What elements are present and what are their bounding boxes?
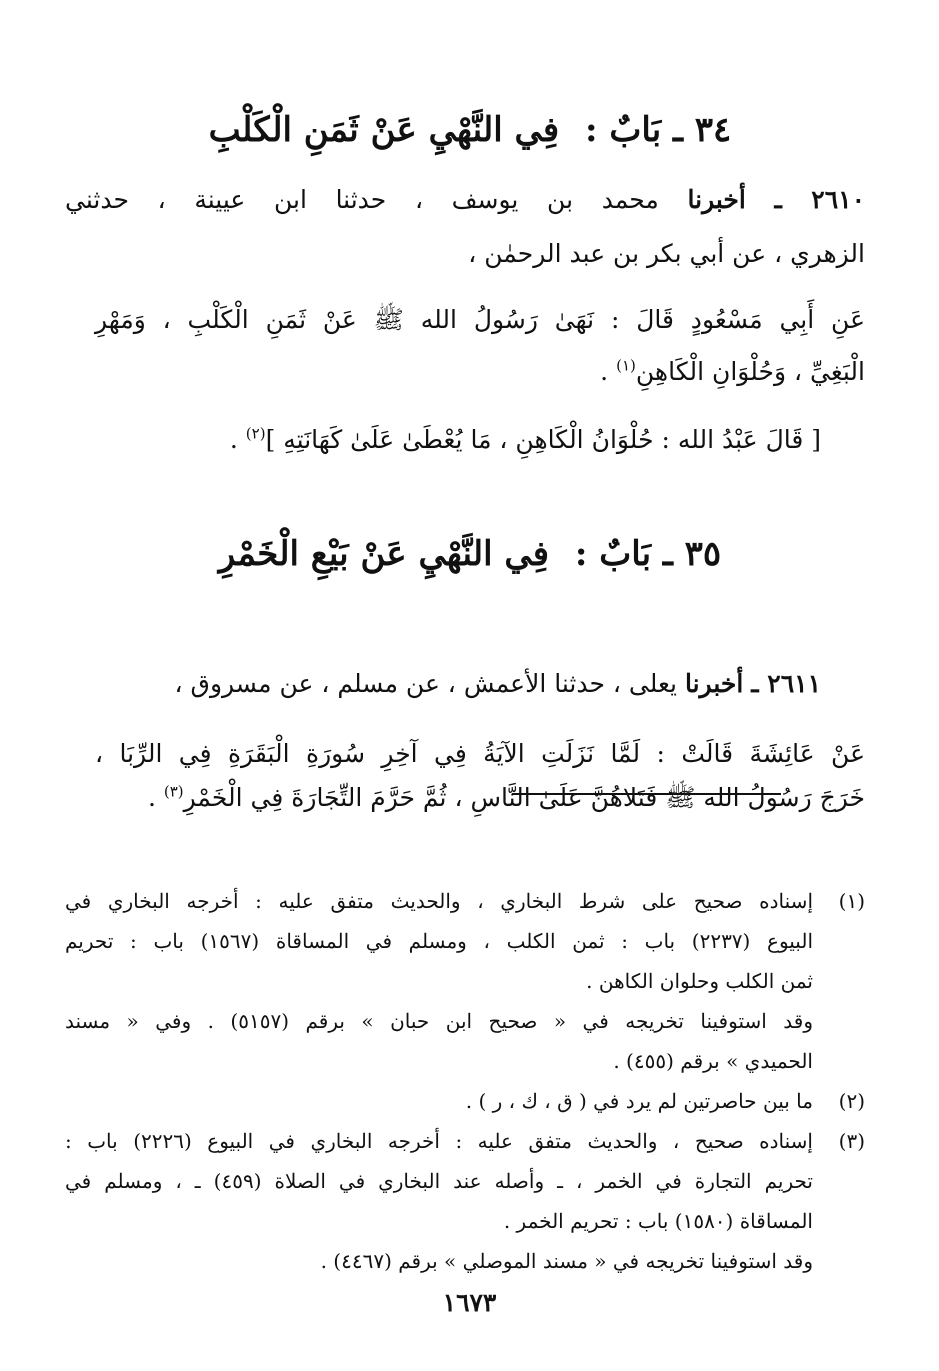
hadith-number: ٢٦١١ ـ (751, 669, 821, 698)
isnad-lead: أخبرنا (684, 669, 744, 698)
footnote-text: وقد استوفينا تخريجه في « مسند الموصلي » برقم (٤٤٦٧) . (320, 1249, 813, 1273)
isnad-lead: أخبرنا (687, 185, 746, 214)
footnote-ref[interactable]: (٢) (245, 424, 266, 443)
footnote-text: وقد استوفينا تخريجه في « صحيح ابن حبان » برقم (٥١٥٧) . وفي « مسند (65, 1009, 813, 1033)
chapter-title: فِي النَّهْيِ عَنْ بَيْعِ الْخَمْرِ (218, 534, 549, 574)
matn-end: . (147, 783, 164, 812)
hadith-2611-matn-line-1 (95, 734, 865, 774)
footnote-text: ما بين حاصرتين لم يرد في ( ق ، ك ، ر ) . (465, 1089, 813, 1113)
footnote-3-line-1 (65, 1124, 865, 1158)
footnote-number: (٣) (838, 1129, 865, 1153)
chapter-title: فِي النَّهْيِ عَنْ ثَمَنِ الْكَلْبِ (208, 110, 560, 150)
hadith-2610-comment (81, 420, 821, 460)
matn-text: عَنْ عَائِشَةَ قَالَتْ : لَمَّا نَزَلَتِ الآيَةُ فِي آخِرِ سُورَةِ الْبَقَرَةِ فِي الرِّبَا ، (95, 739, 865, 768)
chapter-heading-34 (90, 106, 850, 154)
footnote-2-line-1 (65, 1084, 865, 1118)
footnote-number: (٢) (838, 1089, 865, 1113)
footnote-text: إسناده صحيح ، والحديث متفق عليه : أخرجه البخاري في البيوع (٢٢٢٦) باب : (65, 1129, 813, 1153)
footnote-text: إسناده صحيح على شرط البخاري ، والحديث متفق عليه : أخرجه البخاري في (65, 889, 813, 913)
hadith-number: ٢٦١٠ ـ (774, 185, 866, 214)
matn-end: . (600, 357, 617, 386)
footnote-text: تحريم التجارة في الخمر ، ـ وأصله عند البخاري في الصلاة (٤٥٩) ـ ، ومسلم في (65, 1169, 813, 1193)
footnote-1-line-5 (65, 1044, 865, 1078)
footnote-separator (512, 793, 781, 795)
footnote-1-line-3 (65, 964, 865, 998)
matn-text: خَرَجَ رَسُولُ الله ﷺ فَتَلاهُنَّ عَلَىٰ النَّاسِ ، ثُمَّ حَرَّمَ التِّجَارَةَ فِي الْخَمْرِ (183, 783, 865, 812)
footnote-number: (١) (838, 889, 865, 913)
hadith-2610-matn-line-1 (95, 300, 865, 340)
hadith-2611-isnad-line-1 (81, 664, 821, 704)
chapter-number: ٣٥ ـ بَابٌ : (574, 534, 722, 574)
footnote-3-line-4 (65, 1244, 865, 1278)
hadith-2610-isnad-line-2 (65, 234, 865, 274)
footnote-1-line-2 (65, 924, 865, 958)
chapter-number: ٣٤ ـ بَابٌ : (584, 110, 732, 150)
isnad-text: محمد بن يوسف ، حدثنا ابن عيينة ، حدثني (65, 185, 659, 214)
footnote-1-line-4 (65, 1004, 865, 1038)
matn-text: عَنِ أَبِي مَسْعُودٍ قَالَ : نَهَىٰ رَسُولُ الله ﷺ عَنْ ثَمَنِ الْكَلْبِ ، وَمَهْرِ (95, 305, 865, 334)
footnote-ref[interactable]: (٣) (163, 782, 184, 801)
comment-text: [ قَالَ عَبْدُ الله : حُلْوَانُ الْكَاهِنِ ، مَا يُعْطَىٰ عَلَىٰ كَهَانَتِهِ ] (265, 425, 821, 454)
footnote-1-line-1 (65, 884, 865, 918)
footnote-ref[interactable]: (١) (616, 356, 636, 375)
hadith-2610-matn-line-2 (65, 352, 865, 392)
isnad-text: يعلى ، حدثنا الأعمش ، عن مسلم ، عن مسروق ، (174, 669, 678, 698)
matn-text: الْبَغِيِّ ، وَحُلْوَانِ الْكَاهِنِ (635, 357, 865, 386)
footnote-text: ثمن الكلب وحلوان الكاهن . (586, 969, 813, 993)
footnote-text: الحميدي » برقم (٤٥٥) . (613, 1049, 813, 1073)
chapter-heading-35 (90, 530, 850, 578)
footnote-3-line-3 (65, 1204, 865, 1238)
page-number: ١٦٧٣ (442, 1288, 497, 1317)
hadith-2610-isnad-line-1 (65, 180, 865, 220)
hadith-2611-matn-line-2 (65, 778, 865, 818)
footnote-text: البيوع (٢٢٣٧) باب : ثمن الكلب ، ومسلم في المساقاة (١٥٦٧) باب : تحريم (65, 929, 813, 953)
footnote-text: المساقاة (١٥٨٠) باب : تحريم الخمر . (503, 1209, 813, 1233)
comment-end: . (229, 425, 246, 454)
isnad-text: الزهري ، عن أبي بكر بن عبد الرحمٰن ، (468, 239, 865, 268)
footnote-3-line-2 (65, 1164, 865, 1198)
